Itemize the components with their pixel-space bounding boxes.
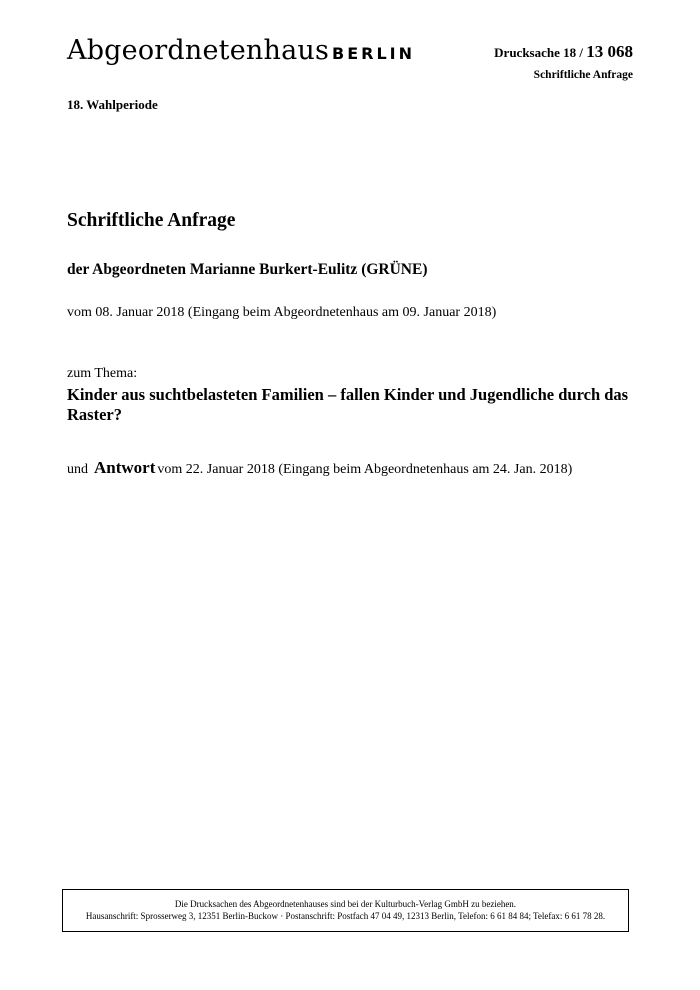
- topic-title: Kinder aus suchtbelasteten Familien – fallen Kinder und Jugendliche durch das Raster?: [67, 385, 629, 424]
- document-number-block: [494, 42, 633, 83]
- answer-prefix: und: [67, 462, 88, 477]
- document-number-separator: /: [576, 45, 587, 60]
- logo-city: BERLIN: [332, 44, 415, 63]
- parliament-logo: [67, 37, 415, 64]
- footer-address: Hausanschrift: Sprosserweg 3, 12351 Berlin-Buckow · Postanschrift: Postfach 47 04 49, 12313 Berlin, Telefon: 6 61 84 84; Telefax: 6 61 78 28.: [85, 911, 606, 921]
- answer-line: [67, 458, 572, 478]
- answer-word: Antwort: [94, 458, 156, 477]
- topic-label: zum Thema:: [67, 366, 138, 381]
- author-line: der Abgeordneten Marianne Burkert-Eulitz (GRÜNE): [67, 261, 428, 278]
- footer-box: [62, 889, 629, 932]
- page-title: Schriftliche Anfrage: [67, 210, 236, 231]
- document-type: Schriftliche Anfrage: [533, 69, 633, 81]
- legislative-period: 18. Wahlperiode: [67, 97, 158, 112]
- submission-date: vom 08. Januar 2018 (Eingang beim Abgeordnetenhaus am 09. Januar 2018): [67, 305, 497, 320]
- document-number-value: 13 068: [586, 42, 633, 61]
- answer-date: vom 22. Januar 2018 (Eingang beim Abgeordnetenhaus am 24. Jan. 2018): [157, 462, 573, 477]
- footer-distribution-note: Die Drucksachen des Abgeordnetenhauses sind bei der Kulturbuch-Verlag GmbH zu beziehen.: [174, 899, 517, 909]
- logo-name: Abgeordnetenhaus: [67, 35, 330, 66]
- document-number: [494, 42, 633, 63]
- document-number-label: Drucksache 18: [494, 45, 577, 60]
